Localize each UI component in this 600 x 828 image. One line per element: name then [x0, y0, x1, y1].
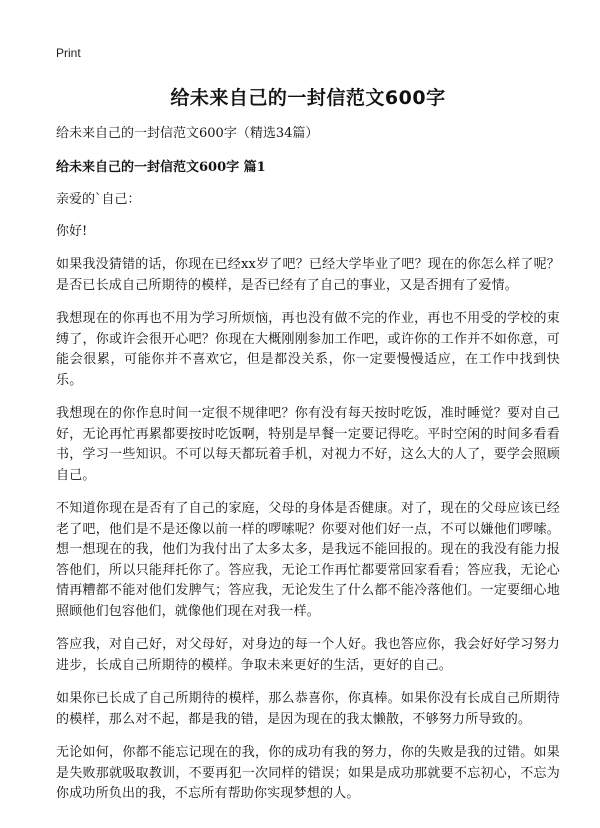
page-title: 给未来自己的一封信范文600字: [170, 87, 446, 109]
paragraph: 我想现在的你作息时间一定很不规律吧？你有没有每天按时吃饭，准时睡觉？要对自己好，无论再忙再累都要按时吃饭啊，特别是早餐一定要记得吃。平时空闲的时间多看看书，学习一些知识。不可以每天都玩着手机，对视力不好，这么大的人了，要学会照顾自己。: [56, 406, 560, 483]
print-link[interactable]: Print: [56, 46, 81, 60]
paragraph: 无论如何，你都不能忘记现在的我，你的成功有我的努力，你的失败是我的过错。如果是失败那就吸取教训，不要再犯一次同样的错误；如果是成功那就要不忘初心，不忘为你成功所负出的我，不忘所有帮助你实现梦想的人。: [56, 745, 560, 801]
paragraph: 不知道你现在是否有了自己的家庭，父母的身体是否健康。对了，现在的父母应该已经老了吧，他们是不是还像以前一样的啰嗦呢？你要对他们好一点，不可以嫌他们啰嗦。想一想现在的我，他们为我付出了太多太多，是我远不能回报的。现在的我没有能力报答他们，所以只能拜托你了。答应我，无论工作再忙都要常回家看看；答应我，无论心情再糟都不能对他们发脾气；答应我，无论发生了什么都不能冷落他们。一定要细心地照顾他们包容他们，就像他们现在对我一样。: [56, 501, 560, 619]
paragraph: 答应我，对自己好，对父母好，对身边的每一个人好。我也答应你，我会好好学习努力进步，长成自己所期待的模样。争取未来更好的生活，更好的自己。: [56, 637, 560, 673]
document-subtitle: 给未来自己的一封信范文600字（精选34篇）: [56, 126, 319, 141]
salutation: 亲爱的`自己：: [56, 192, 141, 207]
paragraph: 我想现在的你再也不用为学习所烦恼，再也没有做不完的作业，再也不用受的学校的束缚了，你或许会很开心吧？你现在大概刚刚参加工作吧，或许你的工作并不如你意，可能会很累，可能你并不喜欢它，但是都没关系，你一定要慢慢适应，在工作中找到快乐。: [56, 311, 560, 388]
paragraph: 如果你已长成了自己所期待的模样，那么恭喜你，你真棒。如果你没有长成自己所期待的模样，那么对不起，都是我的错，是因为现在的我太懒散，不够努力所导致的。: [56, 691, 560, 727]
section-heading: 给未来自己的一封信范文600字 篇1: [56, 160, 266, 175]
greeting-hello: 你好!: [56, 224, 88, 239]
paragraph: 如果我没猜错的话，你现在已经xx岁了吧？已经大学毕业了吧？现在的你怎么样了呢？是否已长成自己所期待的模样，是否已经有了自己的事业，又是否拥有了爱情。: [56, 257, 560, 293]
